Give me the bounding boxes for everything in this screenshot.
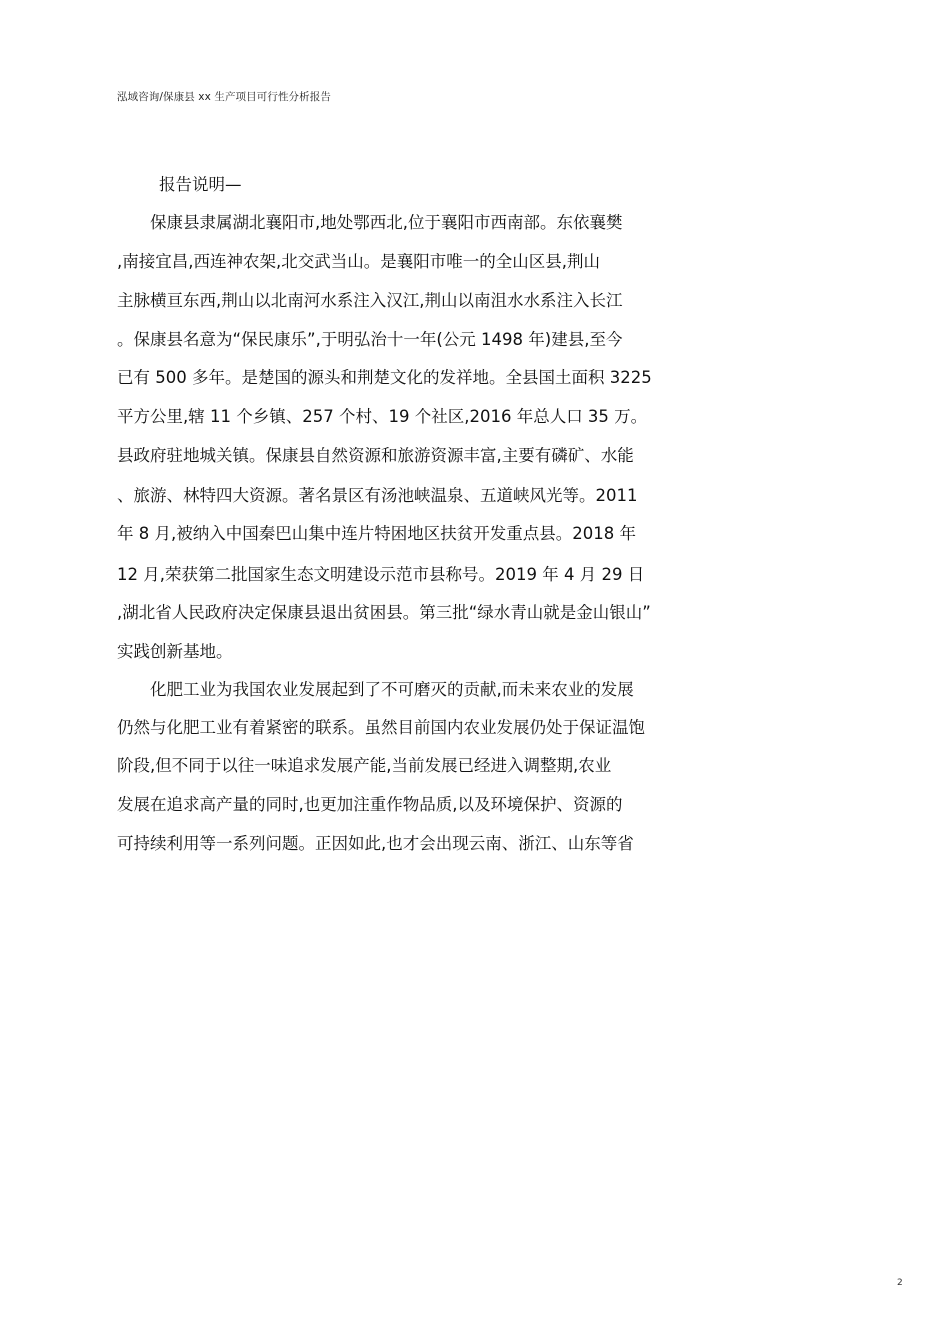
paragraph-1-line-8: 、旅游、林特四大资源。著名景区有汤池峡温泉、五道峡风光等。2011 (117, 486, 638, 505)
paragraph-1-line-7: 县政府驻地城关镇。保康县自然资源和旅游资源丰富,主要有磷矿、水能 (117, 446, 634, 465)
paragraph-1-line-9: 年 8 月,被纳入中国秦巴山集中连片特困地区扶贫开发重点县。2018 年 (117, 524, 636, 543)
paragraph-1-line-3: 主脉横亘东西,荆山以北南河水系注入汉江,荆山以南沮水水系注入长江 (117, 291, 623, 310)
paragraph-1-line-6: 平方公里,辖 11 个乡镇、257 个村、19 个社区,2016 年总人口 35 万。 (117, 407, 648, 426)
paragraph-1-line-1: 保康县隶属湖北襄阳市,地处鄂西北,位于襄阳市西南部。东依襄樊 (150, 213, 623, 232)
paragraph-1-line-11: ,湖北省人民政府决定保康县退出贫困县。第三批“绿水青山就是金山银山” (117, 603, 651, 622)
paragraph-1-line-12: 实践创新基地。 (117, 642, 233, 661)
paragraph-1-line-2: ,南接宜昌,西连神农架,北交武当山。是襄阳市唯一的全山区县,荆山 (117, 252, 600, 271)
paragraph-2-line-3: 阶段,但不同于以往一味追求发展产能,当前发展已经进入调整期,农业 (117, 756, 612, 775)
paragraph-2-line-4: 发展在追求高产量的同时,也更加注重作物品质,以及环境保护、资源的 (117, 795, 623, 814)
paragraph-1-line-4: 。保康县名意为“保民康乐”,于明弘治十一年(公元 1498 年)建县,至今 (117, 330, 623, 349)
paragraph-2-line-2: 仍然与化肥工业有着紧密的联系。虽然目前国内农业发展仍处于保证温饱 (117, 718, 645, 737)
paragraph-1-line-5: 已有 500 多年。是楚国的源头和荆楚文化的发祥地。全县国土面积 3225 (117, 368, 652, 387)
page-number: 2 (897, 1278, 903, 1288)
paragraph-2-line-5: 可持续利用等一系列问题。正因如此,也才会出现云南、浙江、山东等省 (117, 834, 634, 853)
section-heading: 报告说明— (159, 175, 242, 194)
paragraph-1-line-10: 12 月,荣获第二批国家生态文明建设示范市县称号。2019 年 4 月 29 日 (117, 565, 645, 584)
running-header: 泓域咨询/保康县 xx 生产项目可行性分析报告 (117, 91, 331, 103)
paragraph-2-line-1: 化肥工业为我国农业发展起到了不可磨灭的贡献,而未来农业的发展 (150, 680, 634, 699)
